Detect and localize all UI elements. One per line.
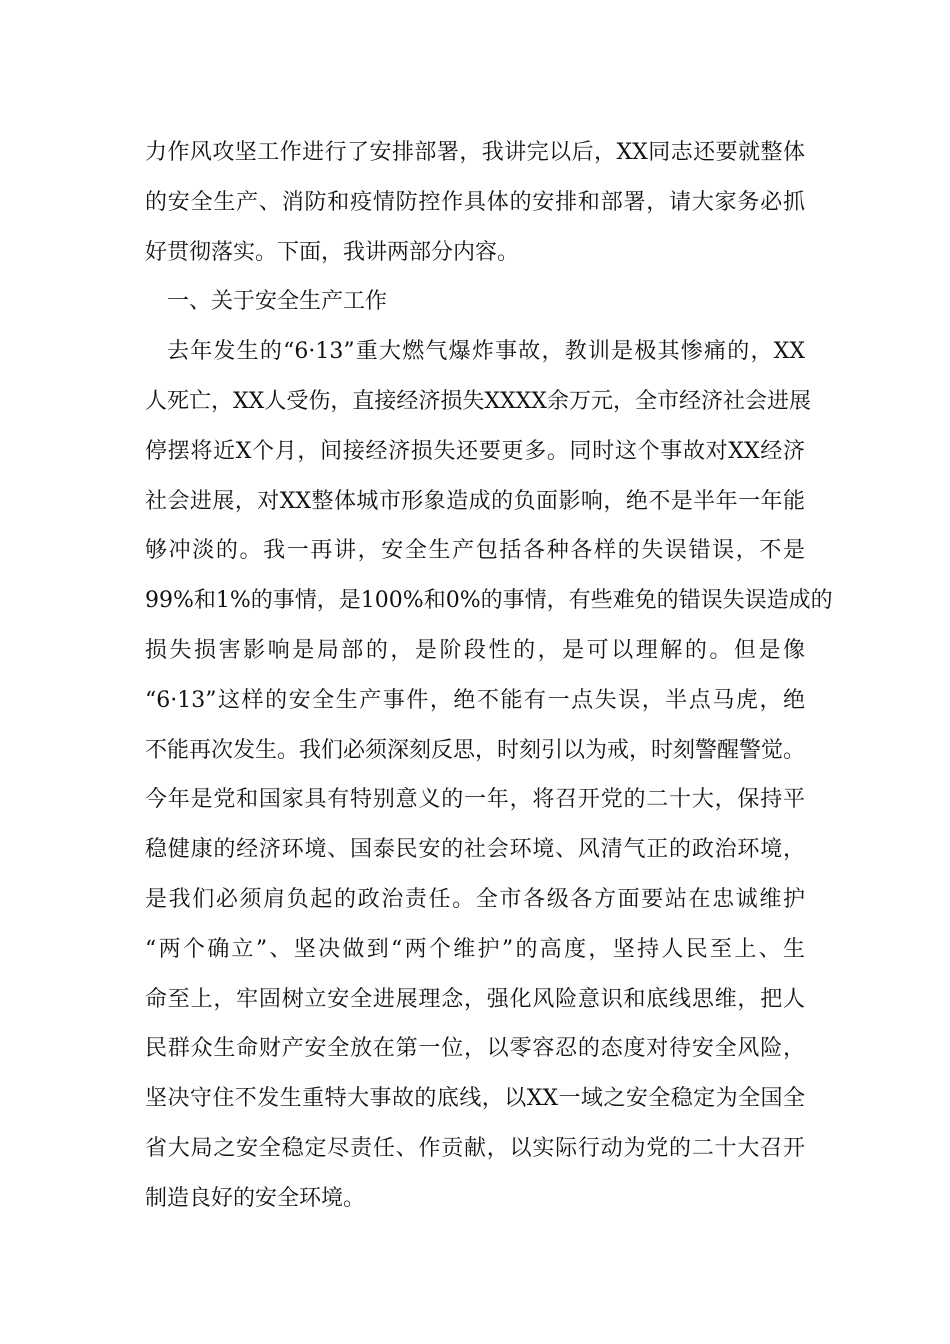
text-line: 不能再次发生。我们必须深刻反思，时刻引以为戒，时刻警醒警觉。 <box>145 737 806 763</box>
document-body <box>145 128 833 1224</box>
text-line: 坚决守住不发生重特大事故的底线，以XX一域之安全稳定为全国全 <box>145 1086 805 1112</box>
text-line: 是我们必须肩负起的政治责任。全市各级各方面要站在忠诚维护 <box>145 886 805 912</box>
text-line: 制造良好的安全环境。 <box>145 1185 366 1211</box>
text-line: 社会进展，对XX整体城市形象造成的负面影响，绝不是半年一年能 <box>145 488 805 514</box>
text-line: 力作风攻坚工作进行了安排部署，我讲完以后，XX同志还要就整体 <box>145 140 805 165</box>
text-line: 够冲淡的。我一再讲，安全生产包括各种各样的失误错误，不是 <box>145 538 805 564</box>
text-line: 民群众生命财产安全放在第一位，以零容忍的态度对待安全风险， <box>145 1036 805 1062</box>
text-line: 今年是党和国家具有特别意义的一年，将召开党的二十大，保持平 <box>145 787 805 813</box>
text-line: 人死亡，XX人受伤，直接经济损失XXXX余万元，全市经济社会进展 <box>145 388 811 414</box>
section-heading: 一、关于安全生产工作 <box>167 289 388 315</box>
text-line: 稳健康的经济环境、国泰民安的社会环境、风清气正的政治环境， <box>145 837 805 863</box>
text-line: “6·13”这样的安全生产事件，绝不能有一点失误，半点马虎，绝 <box>145 687 805 713</box>
text-line: 99%和1%的事情，是100%和0%的事情，有些难免的错误失误造成的 <box>145 588 833 614</box>
text-line: 命至上，牢固树立安全进展理念，强化风险意识和底线思维，把人 <box>145 986 805 1012</box>
text-line: 好贯彻落实。下面，我讲两部分内容。 <box>145 239 520 265</box>
text-line: 去年发生的“6·13”重大燃气爆炸事故，教训是极其惨痛的，XX <box>167 339 805 365</box>
text-line: 省大局之安全稳定尽责任、作贡献，以实际行动为党的二十大召开 <box>145 1135 805 1161</box>
text-line: 停摆将近X个月，间接经济损失还要更多。同时这个事故对XX经济 <box>145 438 805 464</box>
text-line: “两个确立”、坚决做到“两个维护”的高度，坚持人民至上、生 <box>145 936 805 962</box>
text-line: 的安全生产、消防和疫情防控作具体的安排和部署，请大家务必抓 <box>145 189 805 215</box>
text-line: 损失损害影响是局部的，是阶段性的，是可以理解的。但是像 <box>145 637 805 663</box>
